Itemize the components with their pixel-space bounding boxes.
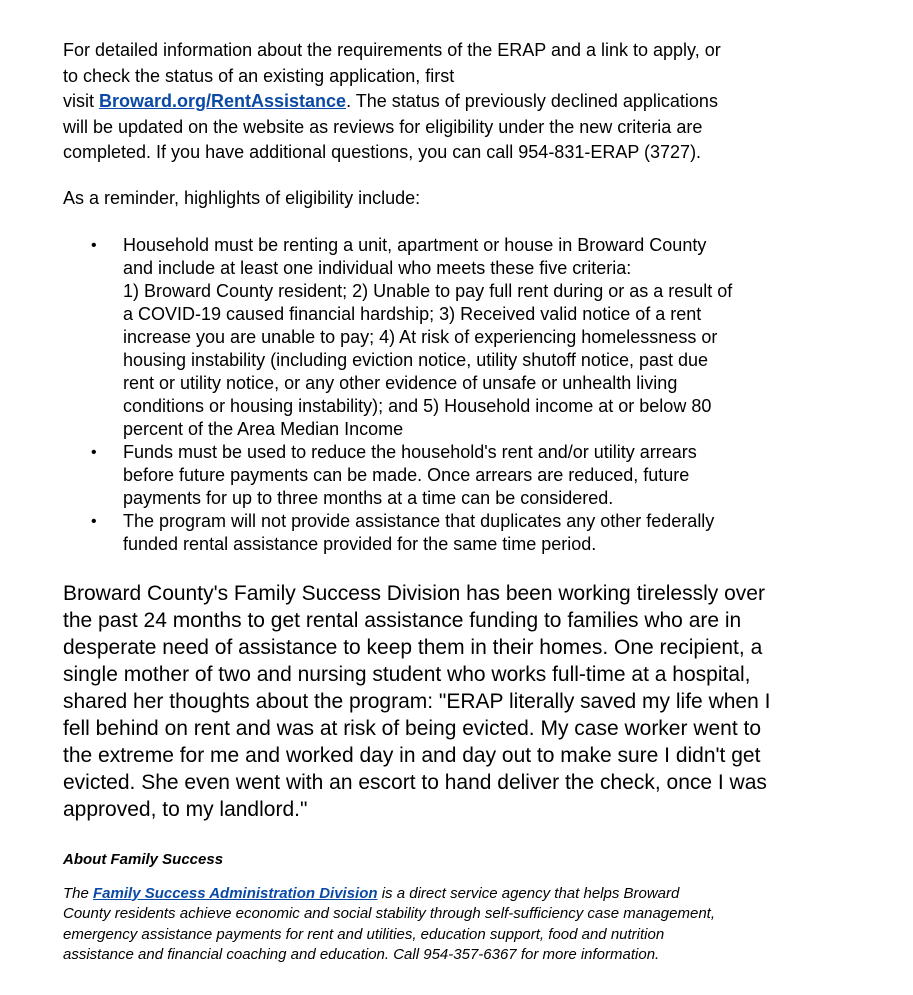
list-item-line: a COVID-19 caused financial hardship; 3) Received valid notice of a rent [123, 303, 702, 324]
story-line: desperate need of assistance to keep them in their homes. One recipient, a [63, 635, 763, 659]
eligibility-item-household [63, 234, 863, 441]
list-item-line: The program will not provide assistance that duplicates any other federally [123, 510, 715, 531]
bullet-icon: • [91, 512, 97, 530]
list-item-line: increase you are unable to pay; 4) At risk of experiencing homelessness or [123, 326, 718, 347]
intro-line-2: to check the status of an existing application, first [63, 65, 455, 86]
family-success-link[interactable]: Family Success Administration Division [93, 884, 378, 902]
list-item-line: rent or utility notice, or any other evidence of unsafe or unhealth living [123, 372, 678, 393]
eligibility-item-funds [63, 441, 863, 510]
story-line: Broward County's Family Success Division has been working tirelessly over [63, 581, 765, 605]
list-item-line: conditions or housing instability); and 5) Household income at or below 80 [123, 395, 712, 416]
bullet-icon: • [91, 236, 97, 254]
story-line: fell behind on rent and was at risk of being evicted. My case worker went to [63, 716, 762, 740]
intro-line-5: completed. If you have additional questions, you can call 954-831-ERAP (3727). [63, 142, 702, 162]
list-item-line: funded rental assistance provided for the same time period. [123, 533, 597, 554]
intro-line-3-pre: visit [63, 91, 99, 111]
rent-assistance-link[interactable]: Broward.org/RentAssistance [99, 91, 347, 111]
list-item-line: housing instability (including eviction notice, utility shutoff notice, past due [123, 349, 709, 370]
story-line: single mother of two and nursing student who works full-time at a hospital, [63, 662, 751, 686]
intro-line-3 [63, 89, 808, 115]
list-item-line: 1) Broward County resident; 2) Unable to pay full rent during or as a result of [123, 280, 733, 301]
eligibility-list [63, 234, 863, 556]
list-item-line: and include at least one individual who meets these five criteria: [123, 257, 632, 278]
about-paragraph [63, 884, 863, 966]
list-item-line: percent of the Area Median Income [123, 418, 404, 439]
intro-line-4: will be updated on the website as reviews for eligibility under the new criteria are [63, 116, 703, 137]
about-heading: About Family Success [63, 850, 224, 868]
bullet-icon: • [91, 443, 97, 461]
about-line-4: assistance and financial coaching and education. Call 954-357-6367 for more information. [63, 946, 660, 963]
story-line: the past 24 months to get rental assistance funding to families who are in [63, 608, 742, 632]
about-line-1 [63, 884, 863, 905]
story-paragraph [63, 580, 863, 823]
story-line: the extreme for me and worked day in and day out to make sure I didn't get [63, 743, 761, 767]
about-pre: The [63, 884, 94, 902]
about-line-1-post: is a direct service agency that helps Broward [377, 884, 680, 902]
list-item-line: payments for up to three months at a time can be considered. [123, 487, 614, 508]
about-line-2: County residents achieve economic and social stability through self-sufficiency case management, [63, 905, 716, 922]
intro-line-1: For detailed information about the requirements of the ERAP and a link to apply, or [63, 40, 721, 60]
list-item-line: Funds must be used to reduce the household's rent and/or utility arrears [123, 441, 697, 462]
document-body [63, 38, 863, 966]
list-item-line: before future payments can be made. Once arrears are reduced, future [123, 464, 690, 485]
list-item-line: Household must be renting a unit, apartment or house in Broward County [123, 234, 707, 255]
reminder-text: As a reminder, highlights of eligibility include: [63, 187, 421, 208]
intro-paragraph [63, 38, 808, 166]
story-line: shared her thoughts about the program: "ERAP literally saved my life when I [63, 689, 771, 713]
story-line: approved, to my landlord." [63, 797, 308, 821]
story-line: evicted. She even went with an escort to hand deliver the check, once I was [63, 770, 767, 794]
eligibility-item-no-duplication [63, 510, 863, 556]
intro-line-3-post: . The status of previously declined applications [346, 91, 718, 111]
about-line-3: emergency assistance payments for rent and utilities, education support, food and nutrition [63, 925, 665, 943]
